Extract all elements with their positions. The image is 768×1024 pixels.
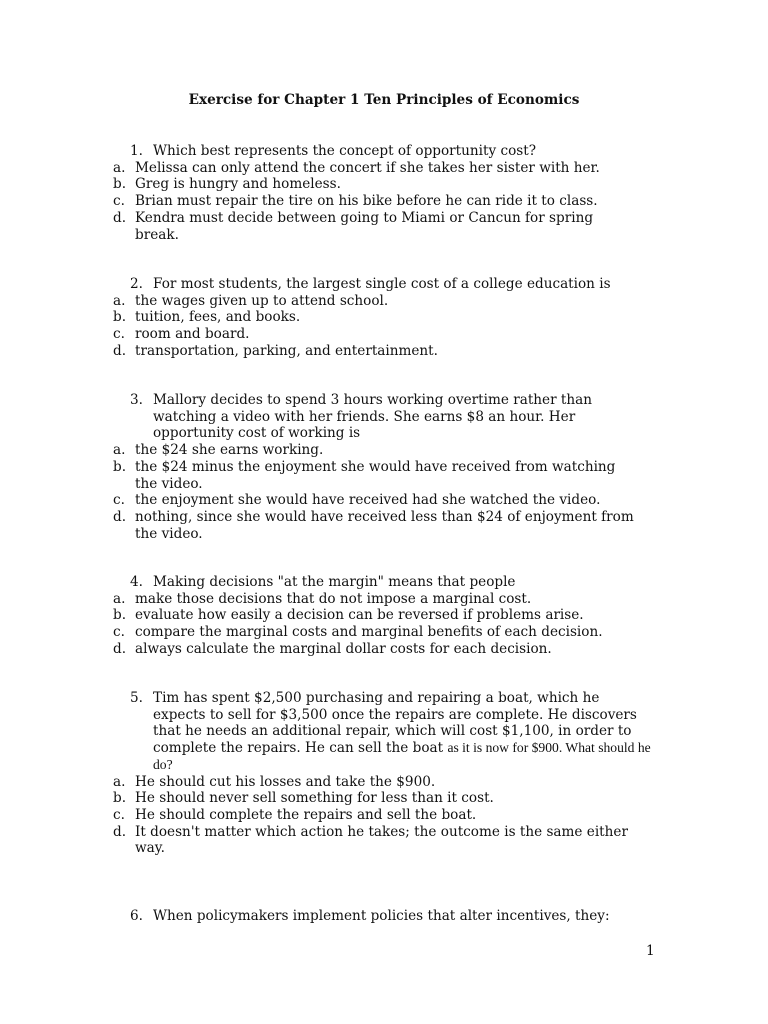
option-d: d. nothing, since she would have received less than $24 of enjoyment from the video.	[113, 508, 634, 542]
option-d: d. It doesn't matter which action he takes; the outcome is the same either way.	[113, 823, 628, 857]
question-number: 2.	[130, 276, 143, 292]
question-6	[113, 908, 658, 925]
question-number: 3.	[130, 392, 143, 408]
question-3	[113, 392, 658, 542]
question-text: 2. For most students, the largest single cost of a college education is	[130, 276, 611, 292]
option-a: a. the wages given up to attend school.	[113, 292, 389, 309]
option-b: b. tuition, fees, and books.	[113, 309, 301, 326]
option-b: b. Greg is hungry and homeless.	[113, 176, 341, 193]
question-text: 1. Which best represents the concept of opportunity cost?	[130, 143, 536, 159]
option-c: c. He should complete the repairs and sell the boat.	[113, 806, 477, 823]
question-text: 4. Making decisions "at the margin" means that people	[130, 574, 516, 590]
question-number: 6.	[130, 908, 143, 924]
question-number: 1.	[130, 143, 143, 159]
option-b: b. the $24 minus the enjoyment she would have received from watching the video.	[113, 458, 616, 492]
option-d: d. always calculate the marginal dollar costs for each decision.	[113, 640, 552, 657]
document-title: Exercise for Chapter 1 Ten Principles of Economics	[188, 92, 580, 108]
option-c: c. Brian must repair the tire on his bike before he can ride it to class.	[113, 193, 598, 210]
page-number: 1	[646, 943, 655, 959]
question-text-tail: as it is now for $900. What should he do?	[153, 740, 651, 772]
option-b: b. evaluate how easily a decision can be reversed if problems arise.	[113, 607, 584, 624]
question-2	[113, 276, 658, 360]
question-text: 3. Mallory decides to spend 3 hours working overtime rather than watching a video with her friends. She earns $8 an hour. Her opportunity cost of working is	[130, 392, 592, 442]
option-a: a. He should cut his losses and take the $900.	[113, 773, 436, 790]
question-5	[113, 690, 658, 857]
question-number: 5.	[130, 690, 143, 706]
option-c: c. compare the marginal costs and marginal benefits of each decision.	[113, 624, 603, 641]
question-text: 6. When policymakers implement policies that alter incentives, they:	[130, 908, 610, 924]
question-1	[113, 143, 658, 243]
question-4	[113, 574, 658, 658]
option-d: d. transportation, parking, and entertainment.	[113, 342, 438, 359]
option-c: c. the enjoyment she would have received had she watched the video.	[113, 492, 601, 509]
option-a: a. make those decisions that do not impose a marginal cost.	[113, 590, 532, 607]
option-a: a. Melissa can only attend the concert if she takes her sister with her.	[113, 159, 600, 176]
option-a: a. the $24 she earns working.	[113, 442, 324, 459]
option-b: b. He should never sell something for less than it cost.	[113, 790, 494, 807]
question-text: 5. Tim has spent $2,500 purchasing and repairing a boat, which he expects to sell for $3,500 once the repairs are complete. He discovers that he needs an additional repair, which will cost $1,100, in order to complete the repairs. He can sell the boat as it is now for $900. What should he do?	[130, 690, 651, 772]
option-d: d. Kendra must decide between going to Miami or Cancun for spring break.	[113, 209, 594, 243]
question-number: 4.	[130, 574, 143, 590]
option-c: c. room and board.	[113, 326, 250, 343]
